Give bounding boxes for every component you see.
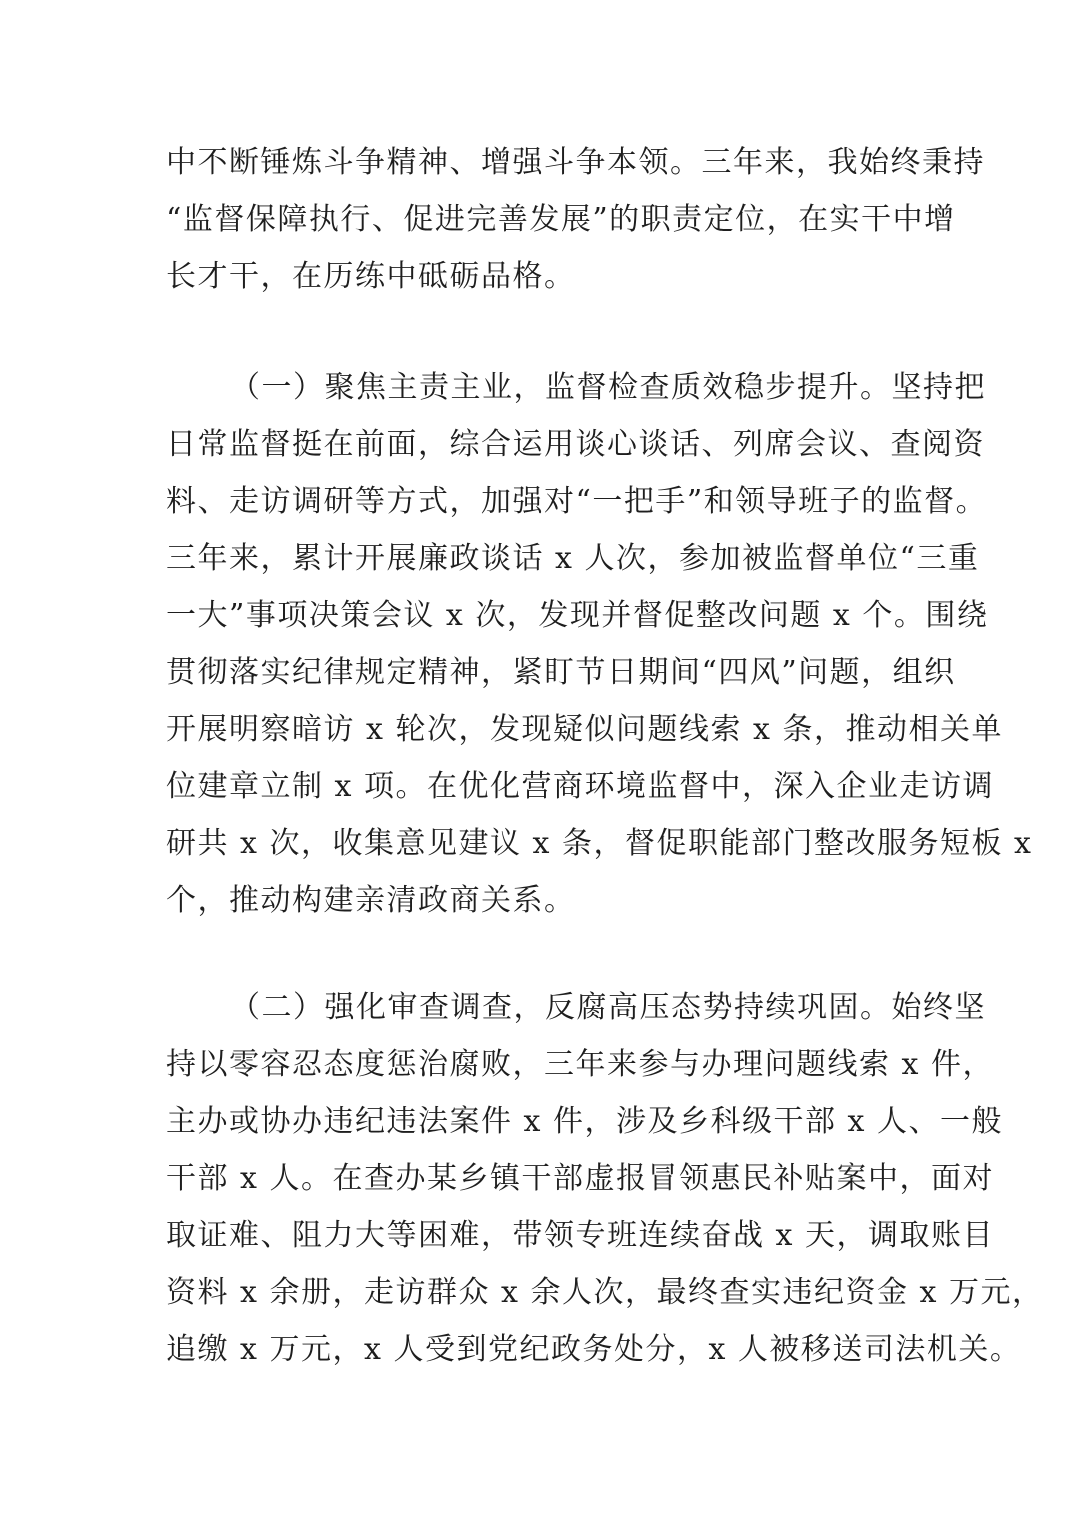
text-line: 研共 x 次，收集意见建议 x 条，督促职能部门整改服务短板 x [166, 826, 1033, 861]
text-line: 日常监督挺在前面，综合运用谈心谈话、列席会议、查阅资 [166, 427, 985, 462]
text-line: 中不断锤炼斗争精神、增强斗争本领。三年来，我始终秉持 [166, 145, 985, 180]
text-line: 持以零容忍态度惩治腐败，三年来参与办理问题线索 x 件， [166, 1047, 994, 1082]
text-line: （一）聚焦主责主业，监督检查质效稳步提升。坚持把 [230, 370, 986, 405]
text-line: 一大”事项决策会议 x 次，发现并督促整改问题 x 个。围绕 [166, 598, 989, 633]
text-line: 取证难、阻力大等困难，带领专班连续奋战 x 天，调取账目 [166, 1218, 994, 1253]
paragraph-investigation [166, 979, 1044, 1378]
paragraph-continuation [166, 134, 985, 305]
text-line: “监督保障执行、促进完善发展”的职责定位，在实干中增 [166, 202, 956, 237]
text-line: 料、走访调研等方式，加强对“一把手”和领导班子的监督。 [166, 484, 988, 519]
text-line: 开展明察暗访 x 轮次，发现疑似问题线索 x 条，推动相关单 [166, 712, 1003, 747]
text-line: 资料 x 余册，走访群众 x 余人次，最终查实违纪资金 x 万元， [166, 1275, 1044, 1310]
text-line: 贯彻落实纪律规定精神，紧盯节日期间“四风”问题，组织 [166, 655, 956, 690]
text-line: （二）强化审查调查，反腐高压态势持续巩固。始终坚 [230, 990, 986, 1025]
text-line: 个，推动构建亲清政商关系。 [166, 883, 576, 918]
text-line: 干部 x 人。在查办某乡镇干部虚报冒领惠民补贴案中，面对 [166, 1161, 994, 1196]
text-line: 位建章立制 x 项。在优化营商环境监督中，深入企业走访调 [166, 769, 994, 804]
text-line: 主办或协办违纪违法案件 x 件，涉及乡科级干部 x 人、一般 [166, 1104, 1003, 1139]
paragraph-supervision [166, 359, 1033, 929]
text-line: 追缴 x 万元，x 人受到党纪政务处分，x 人被移送司法机关。 [166, 1332, 1022, 1367]
text-line: 长才干，在历练中砥砺品格。 [166, 259, 576, 294]
text-line: 三年来，累计开展廉政谈话 x 人次，参加被监督单位“三重 [166, 541, 980, 576]
